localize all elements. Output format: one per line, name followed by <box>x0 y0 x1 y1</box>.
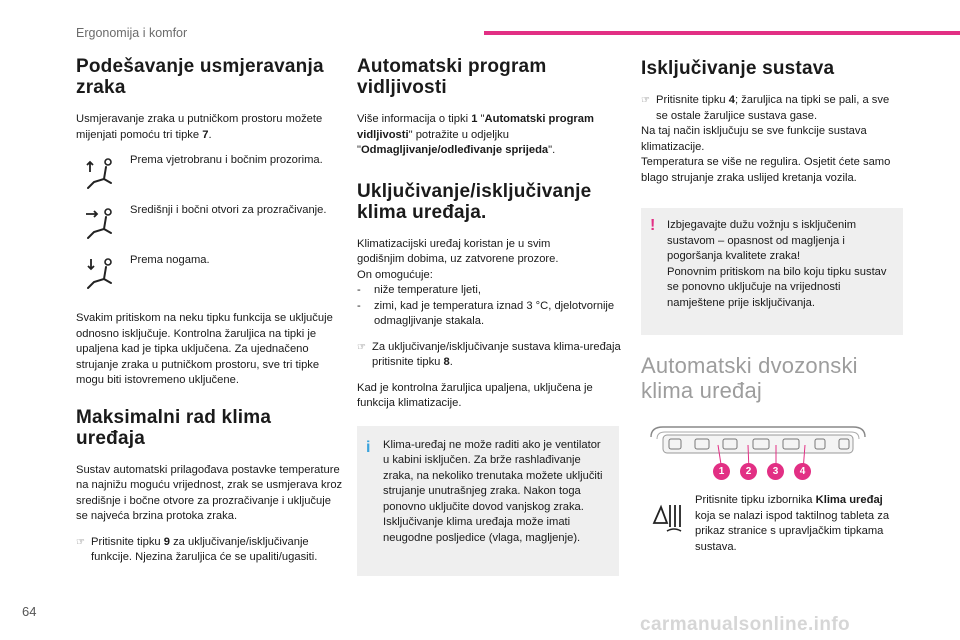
watermark: carmanualsonline.info <box>640 614 851 635</box>
option-windscreen-label: Prema vjetrobranu i bočnim prozorima. <box>130 154 323 166</box>
warning-text-1: Izbjegavajte dužu vožnju s isključenim sustavom – opasnost od magljenja i pogoršanja kvalitete zraka! <box>667 219 857 262</box>
warning-text-2: Ponovnim pritiskom na bilo koju tipku sustav se ponovno uključuje na vrijednosti namještene prije isključivanja. <box>667 265 887 309</box>
list-item: - niže temperature ljeti, <box>357 284 481 296</box>
callout-4: 4 <box>794 463 811 480</box>
page-number: 64 <box>22 604 37 619</box>
bullet-key-9: ☞ Pritisnite tipku 9 za uključivanje/isključivanje funkcije. Njezina žaruljica će se upaliti/ugasiti. <box>76 535 318 563</box>
paragraph-indicator: Kad je kontrolna žaruljica upaljena, uključena je funkcija klimatizacije. <box>357 381 593 409</box>
callout-2: 2 <box>740 463 757 480</box>
windscreen-airflow-icon <box>84 155 120 195</box>
header-accent-bar <box>484 31 960 35</box>
face-vents-airflow-icon <box>84 205 120 245</box>
option-windscreen <box>76 153 344 203</box>
column-1 <box>76 56 344 566</box>
option-feet <box>76 253 344 303</box>
column-3 <box>641 56 909 563</box>
paragraph-ac-enables: On omogućuje: <box>357 268 433 281</box>
heading-max-ac: Maksimalni rad klima uređaja <box>76 406 272 449</box>
feet-airflow-icon <box>84 255 120 295</box>
option-feet-label: Prema nogama. <box>130 254 210 266</box>
paragraph-toggle: Svakim pritiskom na neku tipku funkcija se uključuje odnosno isključuje. Kontrolna žaruljica na tipki je upaljena kad je tipka uključena. Za ujednačeno strujanje zraka u putničkom prostoru, sve tri tipke mogu biti istovremeno uključene. <box>76 312 333 386</box>
bullet-arrow-icon: ☞ <box>641 95 650 106</box>
heading-ac-onoff: Uključivanje/isključivanje klima uređaja. <box>357 180 592 223</box>
column-2 <box>357 56 625 576</box>
info-box <box>357 426 619 576</box>
bullet-arrow-icon: ☞ <box>76 536 85 548</box>
callout-1: 1 <box>713 463 730 480</box>
paragraph-visibility: Više informacija o tipki 1 "Automatski program vidljivosti" potražite u odjeljku "Odmagljivanje/odleđivanje sprijeda". <box>357 113 594 156</box>
heading-visibility: Automatski program vidljivosti <box>357 56 547 98</box>
warning-icon: ! <box>650 217 656 234</box>
info-text: Klima-uređaj ne može raditi ako je ventilator u kabini isključen. Za brže rashlađivanje zraka, na nekoliko trenutaka možete uključiti strujanje unutrašnjeg zraka. Nakon toga ponovno uključite dovod vanjskog zraka. Isključivanje klima uređaja može imati neugodne posljedice (vlaga, magljenje). <box>383 438 603 544</box>
paragraph-max-ac: Sustav automatski prilagođava postavke temperature na najnižu moguću vrijednost, zrak se usmjerava kroz središnje i bočne otvore za prozračivanje i uključuje se najveća brzina protoka zraka. <box>76 463 343 522</box>
paragraph-ac-seasons: Klimatizacijski uređaj koristan je u svim godišnjim dobima, uz zatvorene prozore. <box>357 237 559 265</box>
bullet-key-8: ☞ Za uključivanje/isključivanje sustava klima-uređaja pritisnite tipku 8. <box>357 340 621 368</box>
warning-box <box>641 208 903 335</box>
section-header: Ergonomija i komfor <box>76 26 188 40</box>
control-panel-illustration <box>643 421 873 483</box>
info-icon: i <box>366 438 371 456</box>
heading-switch-off: Isključivanje sustava <box>641 58 835 79</box>
list-item: - zimi, kad je temperatura iznad 3 °C, djelotvornije odmagljivanje stakala. <box>357 299 615 327</box>
bullet-arrow-icon: ☞ <box>357 341 366 353</box>
paragraph-intro: Usmjeravanje zraka u putničkom prostoru možete mijenjati pomoću tri tipke 7. <box>76 113 323 141</box>
heading-air-distribution: Podešavanje usmjeravanja zraka <box>76 56 324 98</box>
option-menu-label: Pritisnite tipku izbornika Klima uređaj koja se nalazi ispod taktilnog tableta za prikaz stranice s upravljačkim tipkama sustava. <box>695 494 890 553</box>
callout-3: 3 <box>767 463 784 480</box>
heading-dual-zone: Automatski dvozonski klima uređaj <box>641 353 858 403</box>
paragraph-switch-off-2: Temperatura se više ne regulira. Osjetit ćete samo blago strujanje zraka uslijed kretanja vozila. <box>641 156 891 184</box>
climate-menu-icon <box>649 497 685 537</box>
option-vents-label: Središnji i bočni otvori za prozračivanje. <box>130 204 327 216</box>
option-vents <box>76 203 344 253</box>
paragraph-switch-off-1: Na taj način isključuju se sve funkcije sustava klimatizacije. <box>641 125 867 153</box>
bullet-key-4: ☞ Pritisnite tipku 4; žaruljica na tipki se pali, a sve se ostale žaruljice sustava gase. <box>641 94 890 122</box>
control-panel-figure <box>643 421 873 483</box>
option-menu <box>641 493 909 563</box>
